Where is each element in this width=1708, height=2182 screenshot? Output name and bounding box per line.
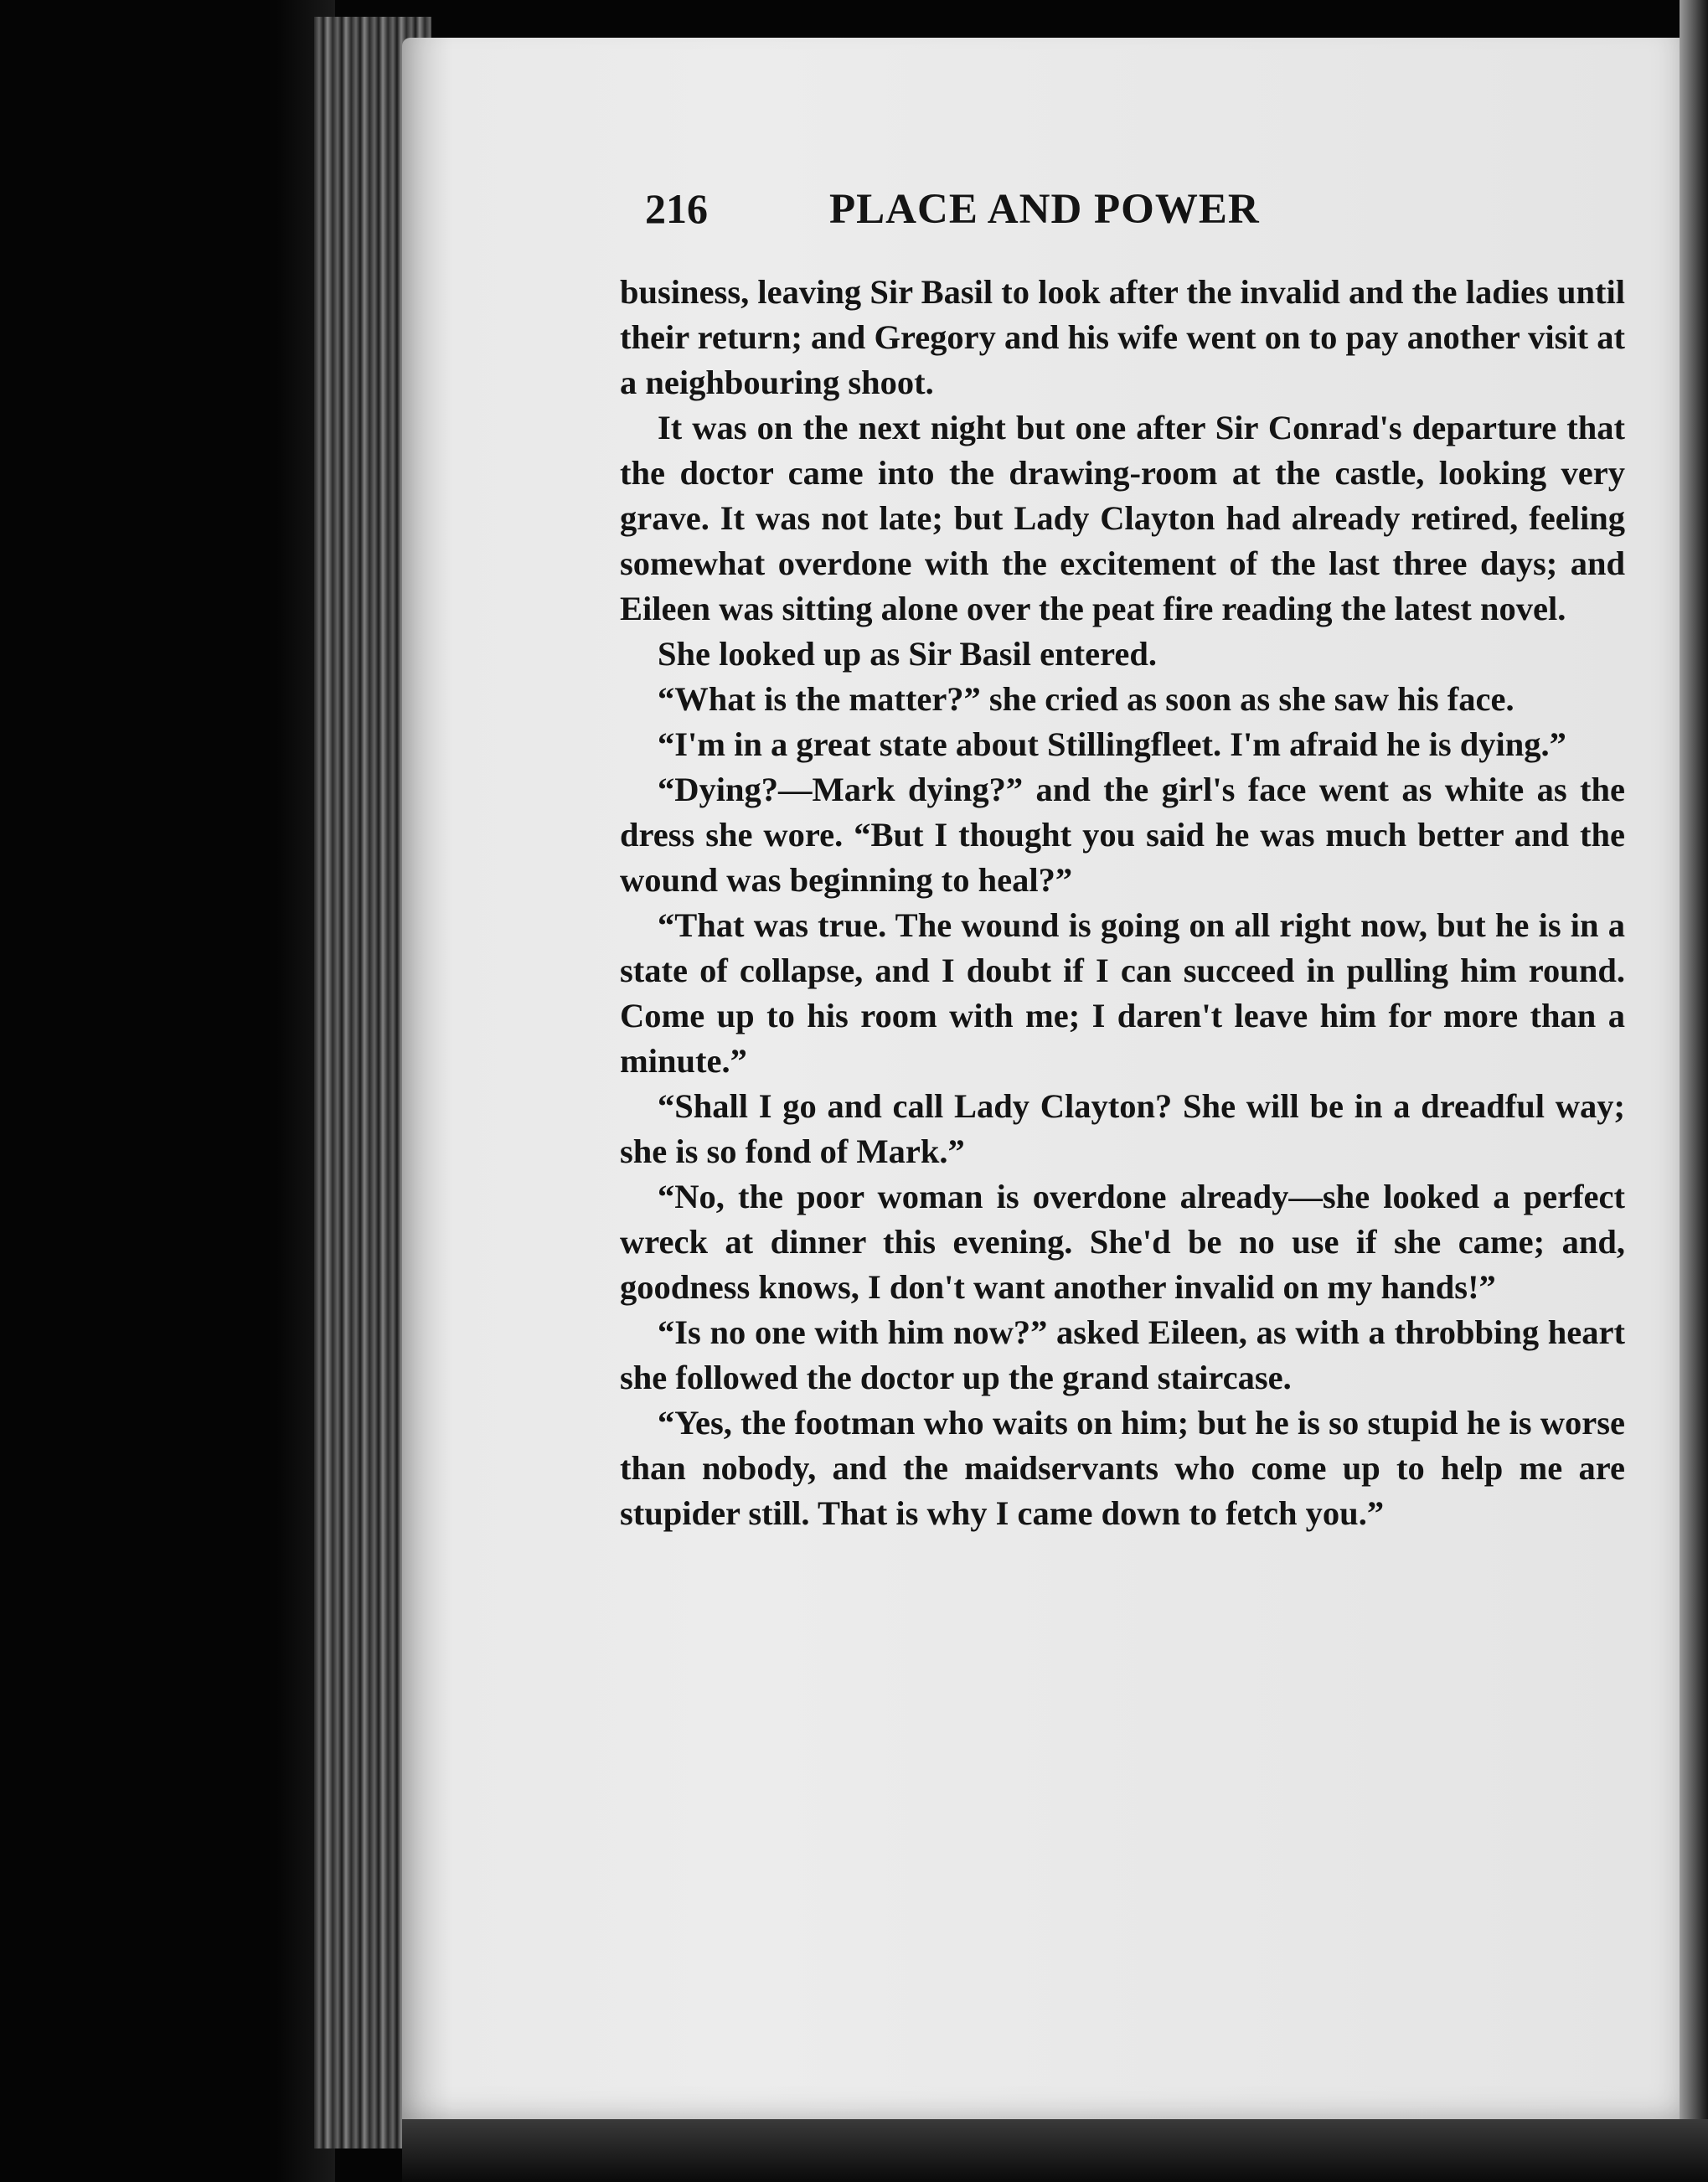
paragraph: “No, the poor woman is overdone already—she looked a perfect wreck at dinner this evening. She'd be no use if she came; and, goodness knows, I don't want another invalid on my hands!” (620, 1178, 1625, 1306)
page-bottom-shadow (402, 2119, 1708, 2182)
running-title: PLACE AND POWER (829, 186, 1260, 233)
right-edge-shadow (1680, 0, 1708, 2182)
paragraph: “That was true. The wound is going on all right now, but he is in a state of collapse, and I doubt if I can succeed in pulling him round. Come up to his room with me; I daren't leave him for more than a minute.” (620, 906, 1625, 1080)
paragraph: “Dying?—Mark dying?” and the girl's face went as white as the dress she wore. “But I thought you said he was much better and the wound was beginning to heal?” (620, 771, 1625, 899)
page-text-block (620, 186, 1625, 1536)
paragraph: “Is no one with him now?” asked Eileen, as with a throbbing heart she followed the doctor up the grand staircase. (620, 1313, 1625, 1396)
paragraph: “Shall I go and call Lady Clayton? She will be in a dreadful way; she is so fond of Mark.” (620, 1087, 1625, 1170)
paragraph: business, leaving Sir Basil to look after the invalid and the ladies until their return; and Gregory and his wife went on to pay another visit at a neighbouring shoot. (620, 273, 1625, 401)
paragraph: It was on the next night but one after Sir Conrad's departure that the doctor came into the drawing-room at the castle, looking very grave. It was not late; but Lady Clayton had already retired, feeling somewhat overdone with the excitement of the last three days; and Eileen was sitting alone over the peat fire reading the latest novel. (620, 409, 1625, 627)
page-header (620, 186, 1625, 261)
paragraph: “I'm in a great state about Stillingfleet. I'm afraid he is dying.” (658, 725, 1566, 763)
paragraph: “Yes, the footman who waits on him; but he is so stupid he is worse than nobody, and the maidservants who come up to help me are stupider still. That is why I came down to fetch you.” (620, 1404, 1625, 1532)
paragraph: She looked up as Sir Basil entered. (658, 635, 1157, 673)
paragraph: “What is the matter?” she cried as soon as she saw his face. (658, 680, 1514, 718)
page-number: 216 (645, 185, 708, 232)
